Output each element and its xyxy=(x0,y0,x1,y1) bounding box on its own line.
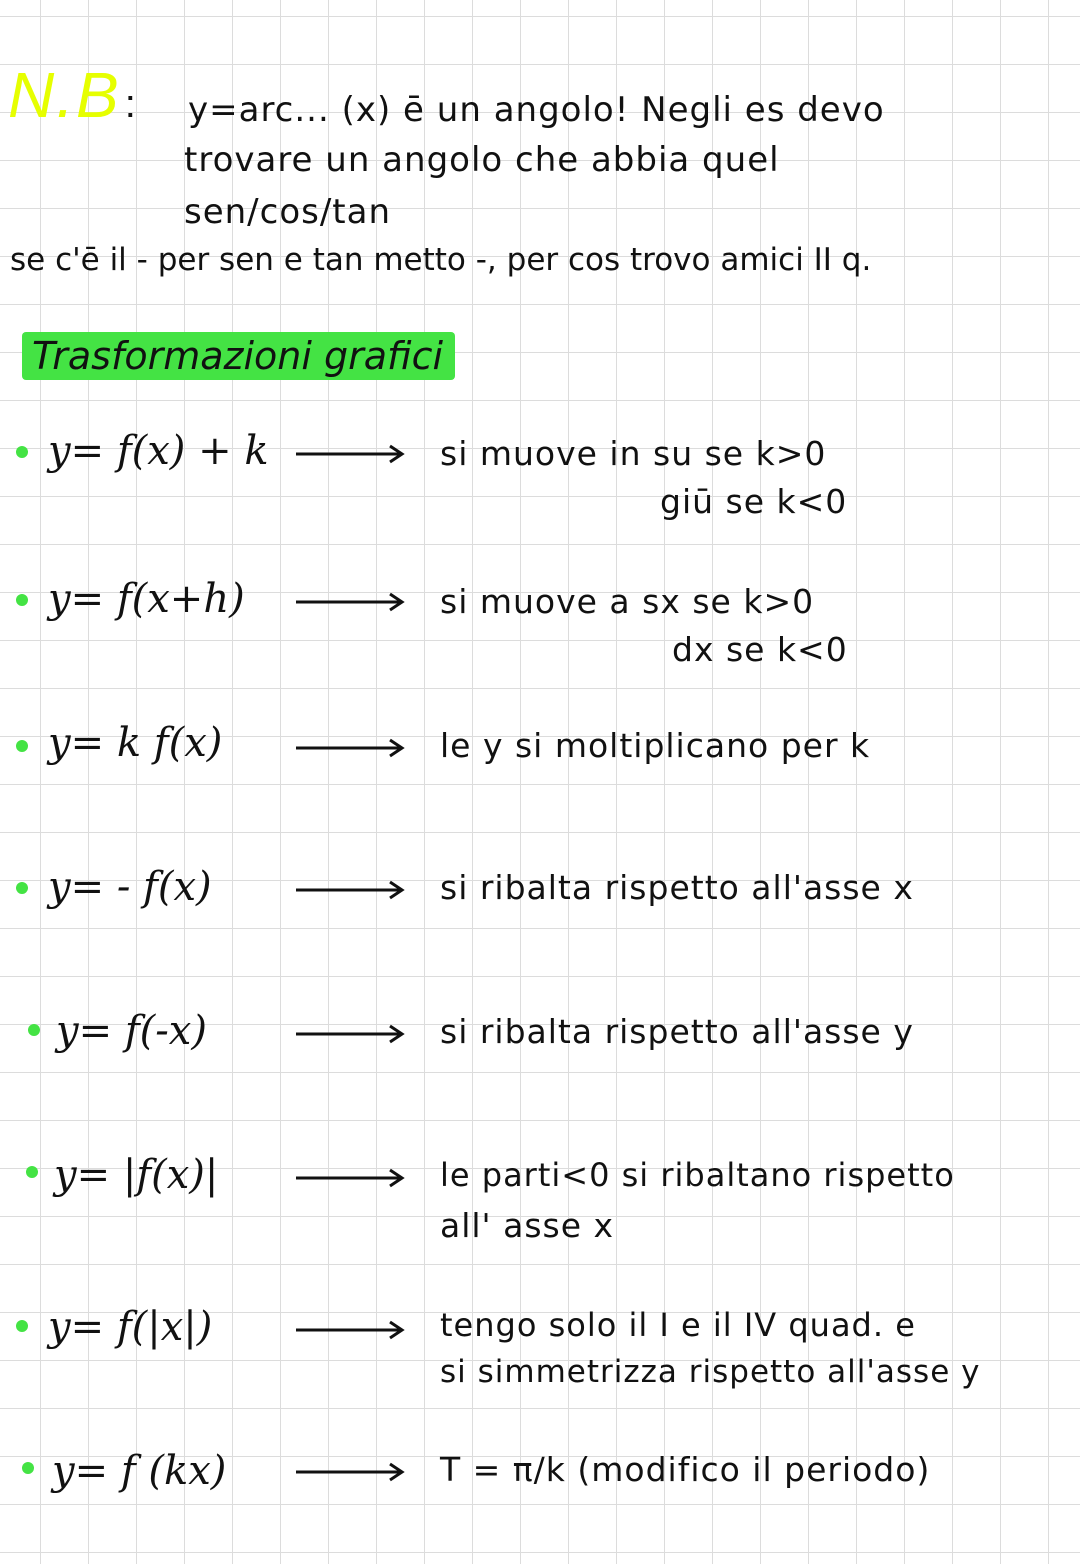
rule-desc-1: T = π/k (modifico il periodo) xyxy=(440,1450,931,1489)
arrow-icon xyxy=(296,1320,406,1340)
bullet-icon xyxy=(16,594,28,606)
rule-formula: y= - f(x) xyxy=(48,864,212,910)
rule-desc-1: le y si moltiplicano per k xyxy=(440,726,871,765)
bullet-icon xyxy=(16,446,28,458)
rule-formula: y= k f(x) xyxy=(48,720,223,766)
rule-row xyxy=(0,420,1080,540)
bullet-icon xyxy=(28,1024,40,1036)
rule-desc-1: si ribalta rispetto all'asse x xyxy=(440,868,914,907)
rule-row xyxy=(0,856,1080,976)
bullet-icon xyxy=(16,1320,28,1332)
arrow-icon xyxy=(296,738,406,758)
rule-row xyxy=(0,1444,1080,1564)
note-line-3: sen/cos/tan xyxy=(184,192,392,232)
rule-formula: y= f(|x|) xyxy=(48,1304,213,1350)
rule-desc-1: si ribalta rispetto all'asse y xyxy=(440,1012,914,1051)
rule-formula: y= |f(x)| xyxy=(54,1152,219,1198)
note-line-1: y=arc... (x) ē un angolo! Negli es devo xyxy=(188,90,885,130)
rule-row xyxy=(0,566,1080,686)
rule-row xyxy=(0,1300,1080,1420)
rule-formula: y= f(x) + k xyxy=(48,428,269,474)
rule-desc-2: dx se k<0 xyxy=(672,630,848,669)
rule-row xyxy=(0,712,1080,832)
bullet-icon xyxy=(26,1166,38,1178)
arrow-icon xyxy=(296,1168,406,1188)
section-title: Trasformazioni grafici xyxy=(22,332,455,380)
bullet-icon xyxy=(16,740,28,752)
rule-desc-2: giū se k<0 xyxy=(660,482,848,521)
rule-desc-2: all' asse x xyxy=(440,1206,615,1245)
note-line-4: se c'ē il - per sen e tan metto -, per cos trovo amici II q. xyxy=(10,242,872,278)
rule-desc-1: si muove a sx se k>0 xyxy=(440,582,815,621)
arrow-icon xyxy=(296,1024,406,1044)
arrow-icon xyxy=(296,1462,406,1482)
rule-desc-1: tengo solo il I e il IV quad. e xyxy=(440,1306,916,1344)
rule-formula: y= f(-x) xyxy=(56,1008,207,1054)
arrow-icon xyxy=(296,444,406,464)
note-line-2: trovare un angolo che abbia quel xyxy=(184,140,780,180)
rule-desc-1: si muove in su se k>0 xyxy=(440,434,827,473)
rule-row xyxy=(0,1146,1080,1266)
arrow-icon xyxy=(296,880,406,900)
rule-row xyxy=(0,1000,1080,1120)
arrow-icon xyxy=(296,592,406,612)
bullet-icon xyxy=(22,1462,34,1474)
rule-formula: y= f (kx) xyxy=(52,1448,227,1494)
rule-formula: y= f(x+h) xyxy=(48,576,245,622)
rule-desc-1: le parti<0 si ribaltano rispetto xyxy=(440,1156,955,1194)
bullet-icon xyxy=(16,882,28,894)
rule-desc-2: si simmetrizza rispetto all'asse y xyxy=(440,1354,981,1390)
nb-label: N.B : xyxy=(8,59,138,131)
